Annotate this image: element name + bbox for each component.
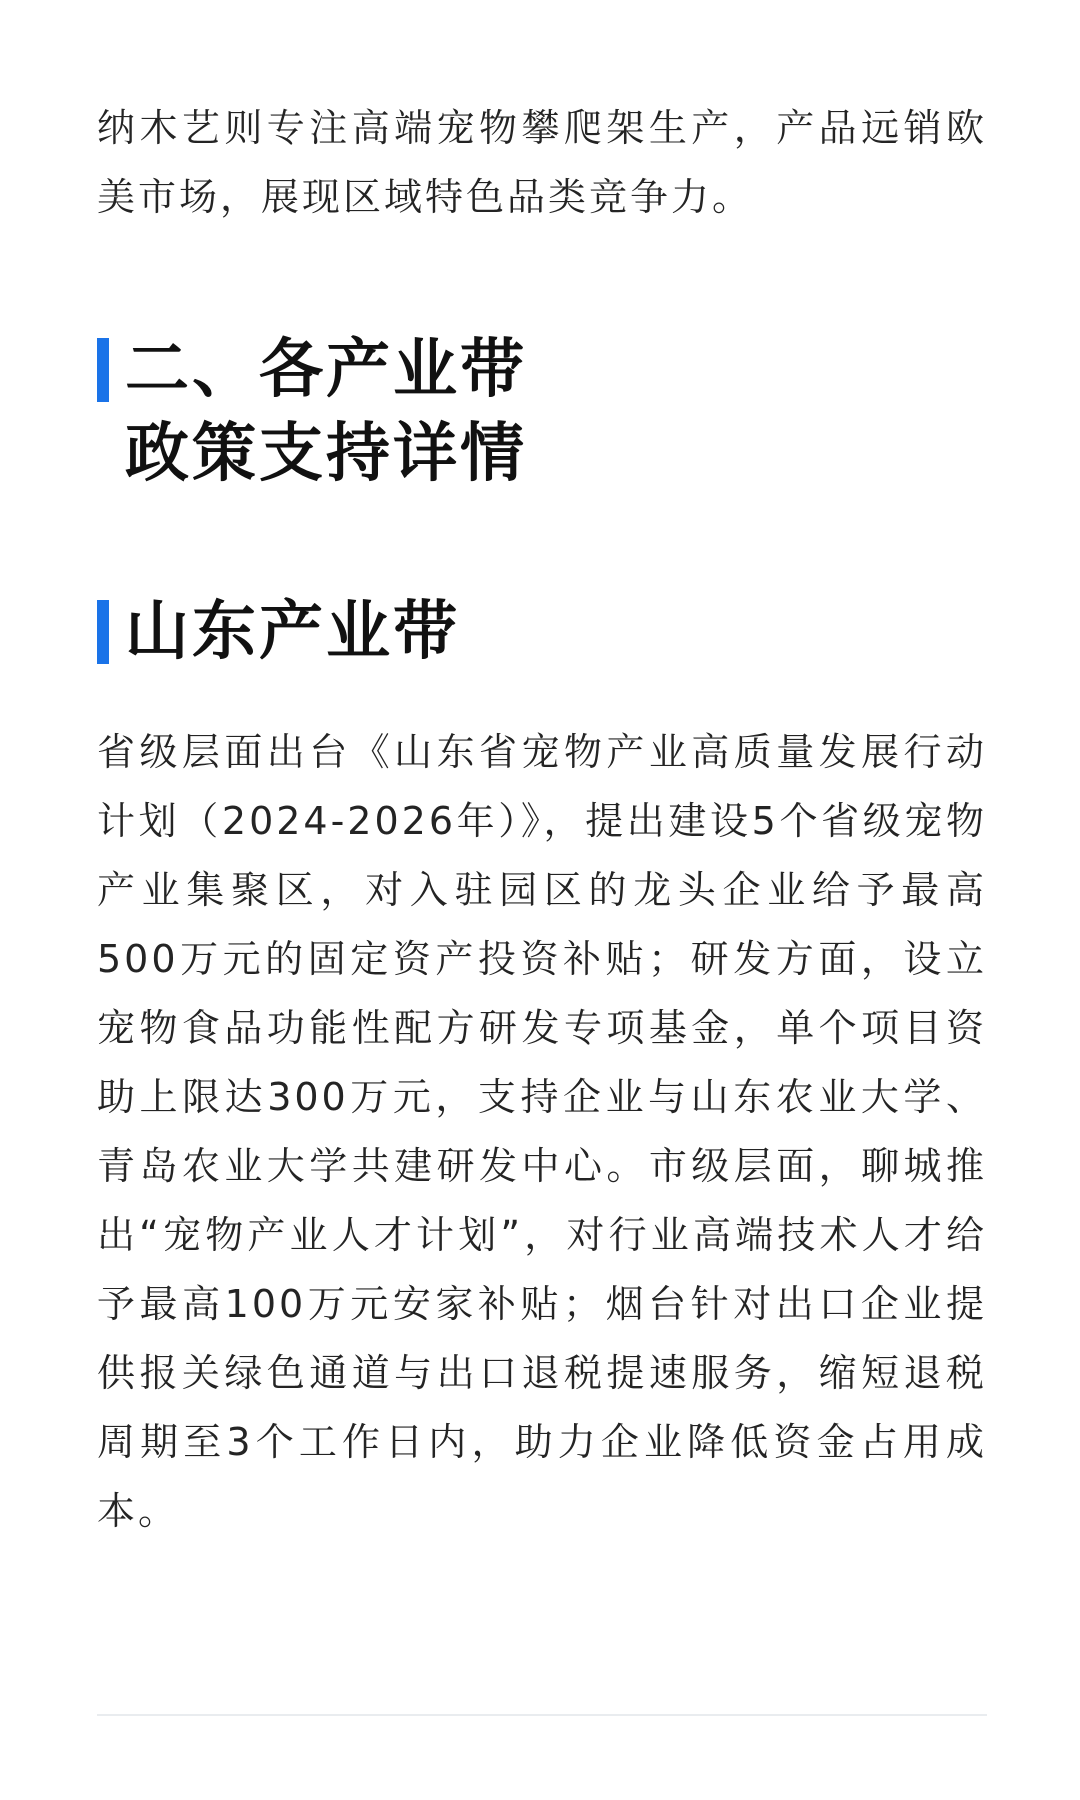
subsection-heading [97, 590, 460, 674]
section-heading-line-1: 二、各产业带 [125, 333, 527, 407]
section-heading-line-2: 政策支持详情 [125, 417, 527, 491]
section-heading [97, 328, 527, 496]
body-paragraph: 省级层面出台《山东省宠物产业高质量发展行动计划（2024-2026年）》，提出建设5个省级宠物产业集聚区，对入驻园区的龙头企业给予最高500万元的固定资产投资补贴；研发方面，设立宠物食品功能性配方研发专项基金，单个项目资助上限达300万元，支持企业与山东农业大学、青岛农业大学共建研发中心。市级层面，聊城推出“宠物产业人才计划”，对行业高端技术人才给予最高100万元安家补贴；烟台针对出口企业提供报关绿色通道与出口退税提速服务，缩短退税周期至3个工作日内，助力企业降低资金占用成本。 [97, 730, 987, 1533]
subsection-accent-bar [97, 600, 109, 664]
subsection-heading-text: 山东产业带 [125, 595, 460, 669]
section-divider [97, 1714, 987, 1716]
intro-paragraph: 纳木艺则专注高端宠物攀爬架生产，产品远销欧美市场，展现区域特色品类竞争力。 [97, 106, 987, 219]
section-accent-bar [97, 338, 109, 402]
